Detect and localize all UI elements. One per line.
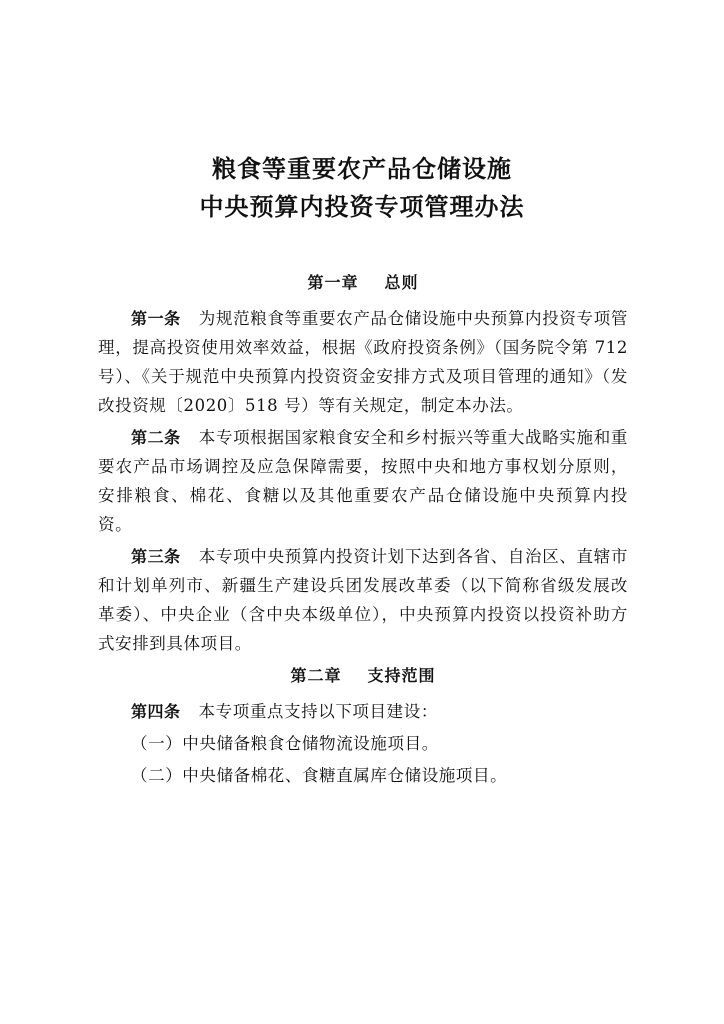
article-2-text: 本专项根据国家粮食安全和乡村振兴等重大战略实施和重要农产品市场调控及应急保障需要，按照中央和地方事权划分原则，安排粮食、棉花、食糖以及其他重要农产品仓储设施中央预算内投资。 [98, 428, 628, 534]
article-3-text: 本专项中央预算内投资计划下达到各省、自治区、直辖市和计划单列市、新疆生产建设兵团发展改革委（以下简称省级发展改革委）、中央企业（含中央本级单位），中央预算内投资以投资补助方式安排到具体项目。 [98, 547, 628, 653]
article-1 [98, 304, 628, 420]
title-line-2: 中央预算内投资专项管理办法 [199, 192, 525, 221]
chapter-1-heading [98, 268, 628, 298]
article-4 [98, 697, 628, 726]
article-2 [98, 423, 628, 539]
list-item: （二）中央储备棉花、食糖直属库仓储设施项目。 [131, 766, 508, 785]
chapter-1-name: 总则 [384, 273, 419, 292]
list-item: （一）中央储备粮食仓储物流设施项目。 [131, 734, 439, 753]
chapter-2-number: 第二章 [290, 666, 342, 685]
article-4-label: 第四条 [131, 702, 181, 721]
document-title [0, 150, 724, 226]
chapter-1-number: 第一章 [307, 273, 359, 292]
article-2-label: 第二条 [131, 428, 181, 447]
article-3-label: 第三条 [131, 547, 181, 566]
chapter-2-heading [98, 661, 628, 691]
chapter-2-name: 支持范围 [367, 666, 436, 685]
article-3 [98, 542, 628, 658]
document-body [98, 268, 628, 793]
article-4-text: 本专项重点支持以下项目建设： [198, 702, 438, 721]
article-1-label: 第一条 [131, 309, 181, 328]
title-line-1: 粮食等重要农产品仓储设施 [212, 154, 512, 183]
article-1-text: 为规范粮食等重要农产品仓储设施中央预算内投资专项管理，提高投资使用效率效益，根据《政府投资条例》（国务院令第 712 号）、《关于规范中央预算内投资资金安排方式及项目管理的通知》（发改投资规〔2020〕518 号）等有关规定，制定本办法。 [98, 309, 628, 415]
